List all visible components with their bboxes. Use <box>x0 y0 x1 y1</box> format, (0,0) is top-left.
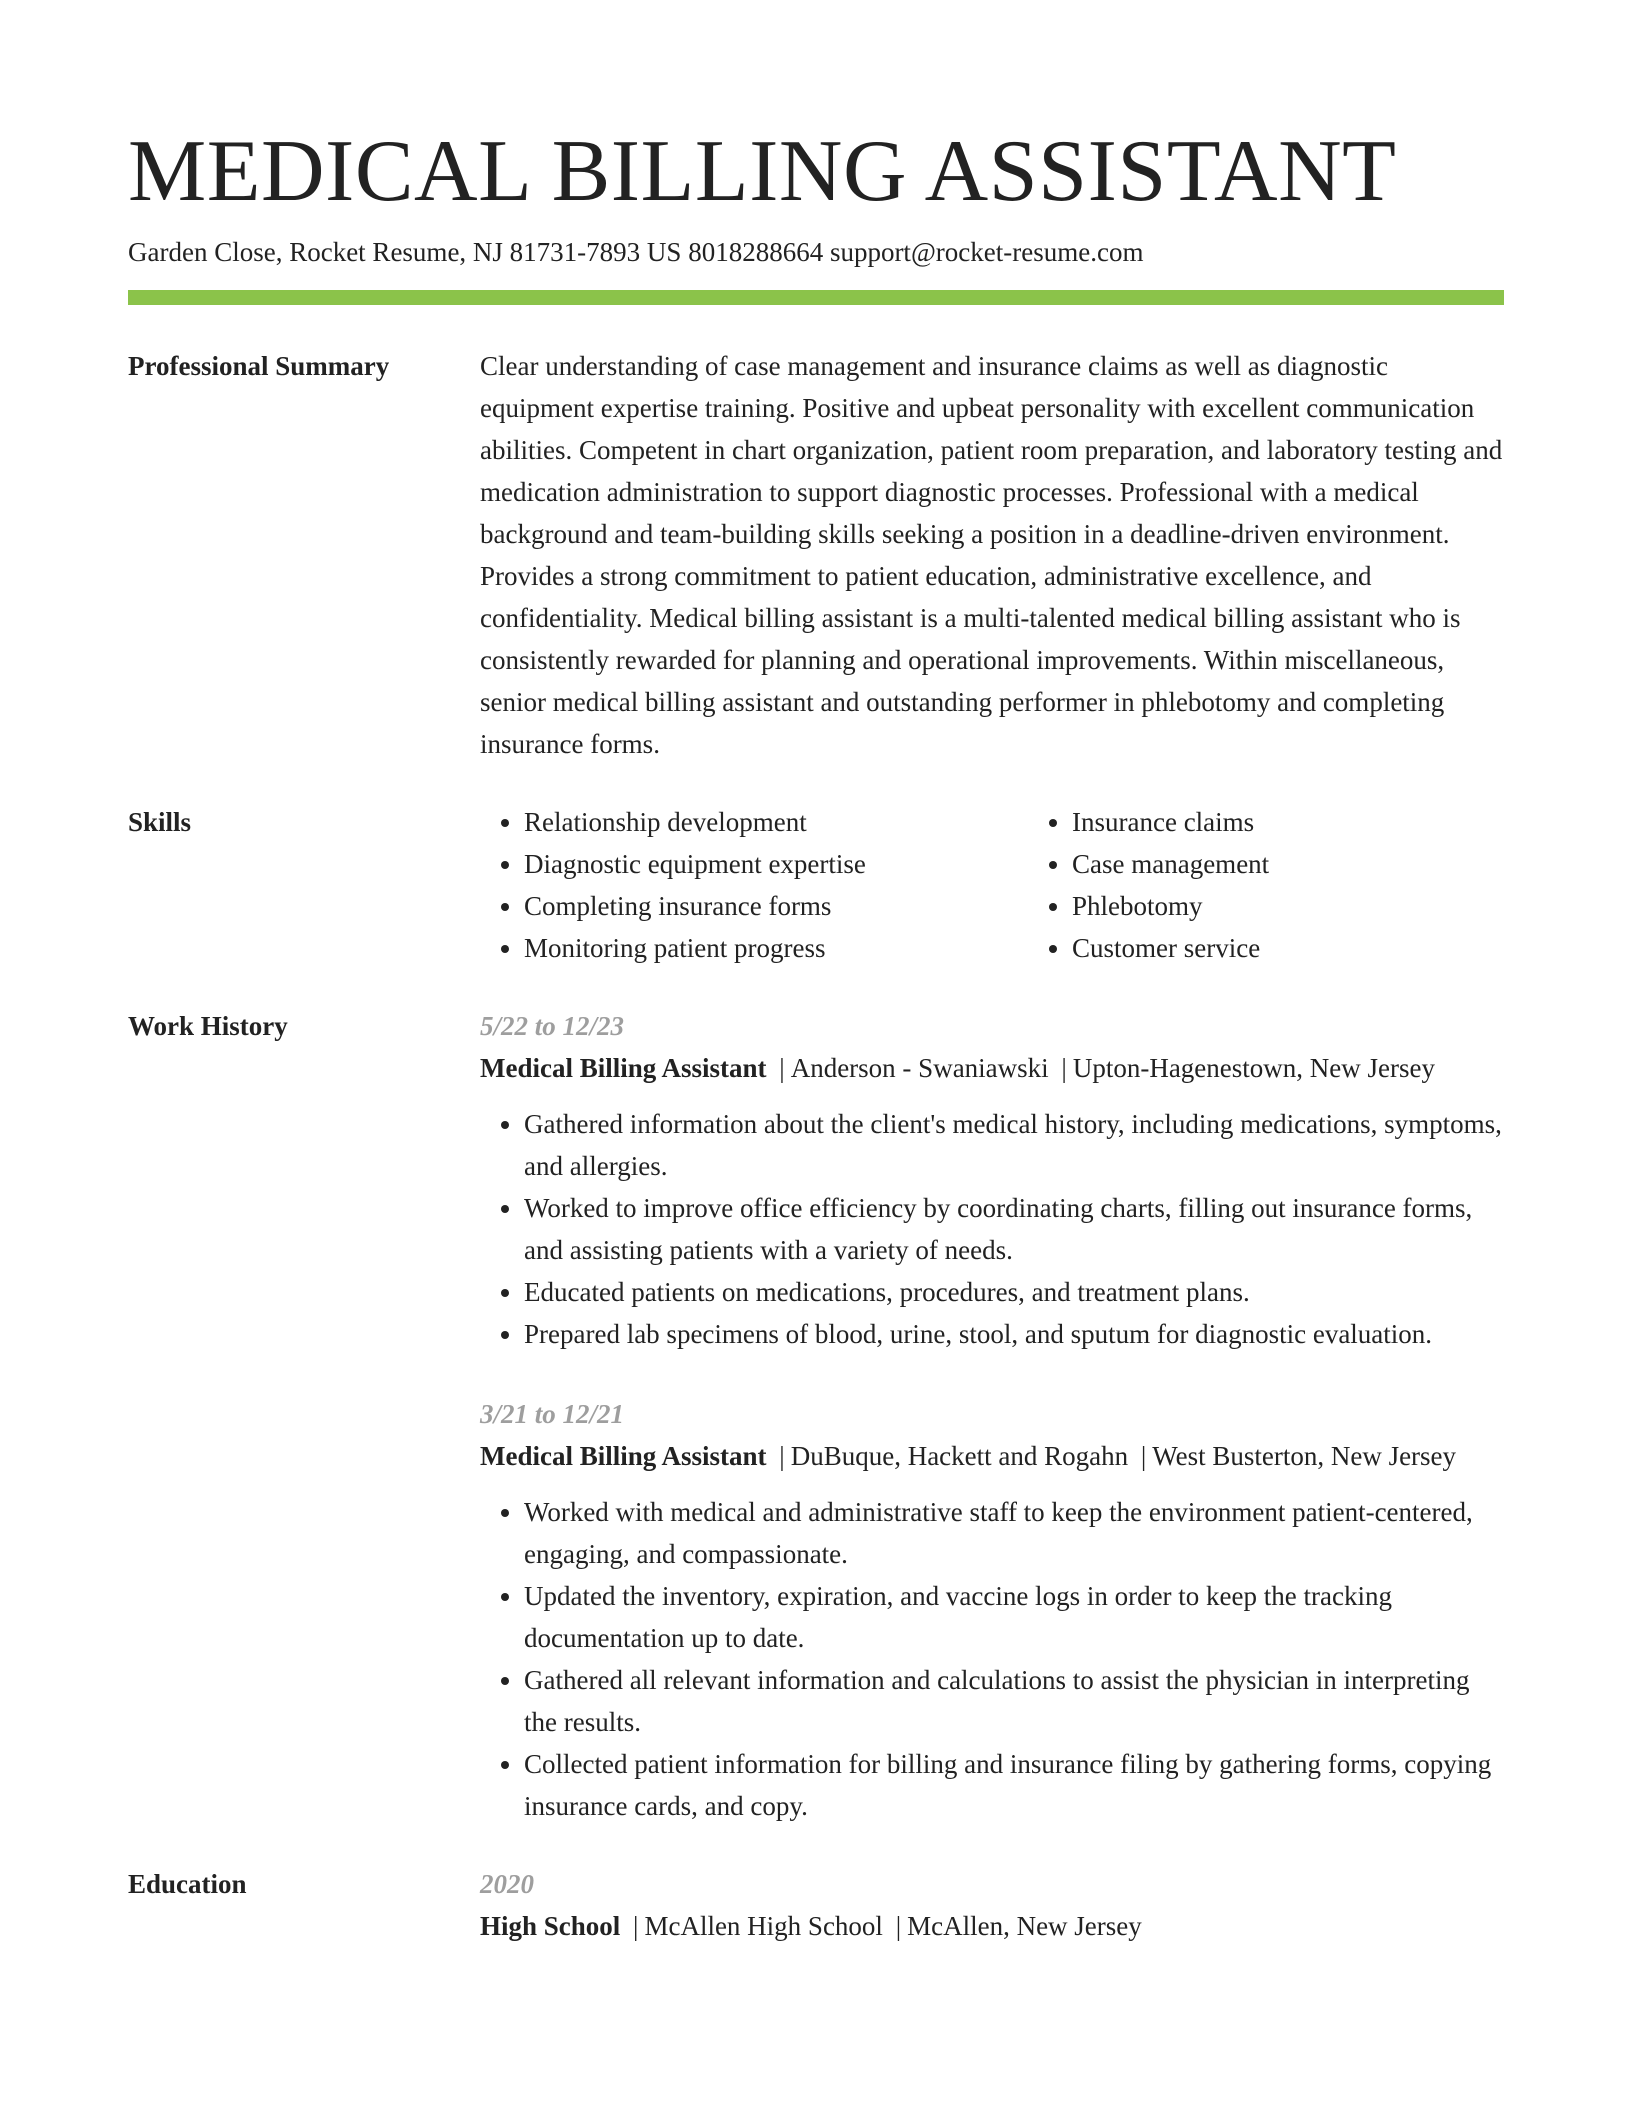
contact-line <box>128 234 1504 270</box>
skill-item: • Monitoring patient progress <box>524 927 1028 969</box>
separator: | <box>779 1441 785 1471</box>
education-header <box>480 1905 1504 1947</box>
job-title: Medical Billing Assistant <box>480 1053 767 1083</box>
job-bullet: • Updated the inventory, expiration, and vaccine logs in order to keep the tracking documentation up to date. <box>524 1575 1504 1659</box>
job-dates: 3/21 to 12/21 <box>480 1399 625 1429</box>
skill-item: • Relationship development <box>524 801 1028 843</box>
separator: | <box>895 1911 902 1941</box>
job-bullet: • Gathered information about the client's medical history, including medications, symptoms, and allergies. <box>524 1103 1504 1187</box>
summary-section <box>128 345 1504 765</box>
skills-list-right <box>1028 801 1576 969</box>
skill-item: • Completing insurance forms <box>524 885 1028 927</box>
contact-phone: 8018288664 <box>688 237 824 267</box>
skills-list-left <box>480 801 1028 969</box>
skill-item: • Case management <box>1072 843 1576 885</box>
education-section <box>128 1863 1504 1947</box>
job-location: Upton-Hagenestown, New Jersey <box>1072 1053 1435 1083</box>
job-entry <box>480 1005 1504 1355</box>
skill-item: • Diagnostic equipment expertise <box>524 843 1028 885</box>
job-header <box>480 1047 1504 1089</box>
contact-email[interactable]: support@rocket-resume.com <box>829 237 1144 267</box>
job-bullets <box>480 1491 1504 1827</box>
skills-heading: Skills <box>128 807 192 837</box>
job-bullet: • Worked to improve office efficiency by coordinating charts, filling out insurance forms, and assisting patients with a variety of needs. <box>524 1187 1504 1271</box>
separator: | <box>779 1053 785 1083</box>
job-title: Medical Billing Assistant <box>480 1441 767 1471</box>
separator: | <box>1140 1441 1147 1471</box>
job-bullet: • Collected patient information for billing and insurance filing by gathering forms, copying insurance cards, and copy. <box>524 1743 1504 1827</box>
skill-item: • Customer service <box>1072 927 1576 969</box>
education-heading: Education <box>128 1869 247 1899</box>
job-bullets <box>480 1103 1504 1355</box>
work-history-section <box>128 1005 1504 1827</box>
job-company: DuBuque, Hackett and Rogahn <box>790 1441 1129 1471</box>
job-bullet: • Gathered all relevant information and calculations to assist the physician in interpreting the results. <box>524 1659 1504 1743</box>
job-company: Anderson - Swaniawski <box>790 1053 1049 1083</box>
job-entry <box>480 1393 1504 1827</box>
education-degree: High School <box>480 1911 621 1941</box>
education-location: McAllen, New Jersey <box>907 1911 1142 1941</box>
skills-section <box>128 801 1504 969</box>
education-year: 2020 <box>480 1869 534 1899</box>
resume-page <box>128 118 1504 1983</box>
summary-heading: Professional Summary <box>128 351 390 381</box>
job-location: West Busterton, New Jersey <box>1152 1441 1457 1471</box>
header-divider <box>128 290 1504 305</box>
work-history-heading: Work History <box>128 1011 288 1041</box>
resume-title: MEDICAL BILLING ASSISTANT <box>128 123 1397 220</box>
job-bullet: • Prepared lab specimens of blood, urine, stool, and sputum for diagnostic evaluation. <box>524 1313 1504 1355</box>
job-bullet: • Educated patients on medications, procedures, and treatment plans. <box>524 1271 1504 1313</box>
education-school: McAllen High School <box>644 1911 883 1941</box>
skill-item: • Phlebotomy <box>1072 885 1576 927</box>
summary-text: Clear understanding of case management and insurance claims as well as diagnostic equipment expertise training. Positive and upbeat personality with excellent communication abilities. Competent in chart organization, patient room preparation, and laboratory testing and medication administration to support diagnostic processes. Professional with a medical background and team-building skills seeking a position in a deadline-driven environment. Provides a strong commitment to patient education, administrative excellence, and confidentiality. Medical billing assistant is a multi-talented medical billing assistant who is consistently rewarded for planning and operational improvements. Within miscellaneous, senior medical billing assistant and outstanding performer in phlebotomy and completing insurance forms. <box>480 351 1503 759</box>
job-header <box>480 1435 1504 1477</box>
skill-item: • Insurance claims <box>1072 801 1576 843</box>
contact-address: Garden Close, Rocket Resume, NJ 81731-7893 US <box>128 237 682 267</box>
separator: | <box>633 1911 639 1941</box>
separator: | <box>1061 1053 1067 1083</box>
job-dates: 5/22 to 12/23 <box>480 1011 625 1041</box>
job-bullet: • Worked with medical and administrative staff to keep the environment patient-centered, engaging, and compassionate. <box>524 1491 1504 1575</box>
